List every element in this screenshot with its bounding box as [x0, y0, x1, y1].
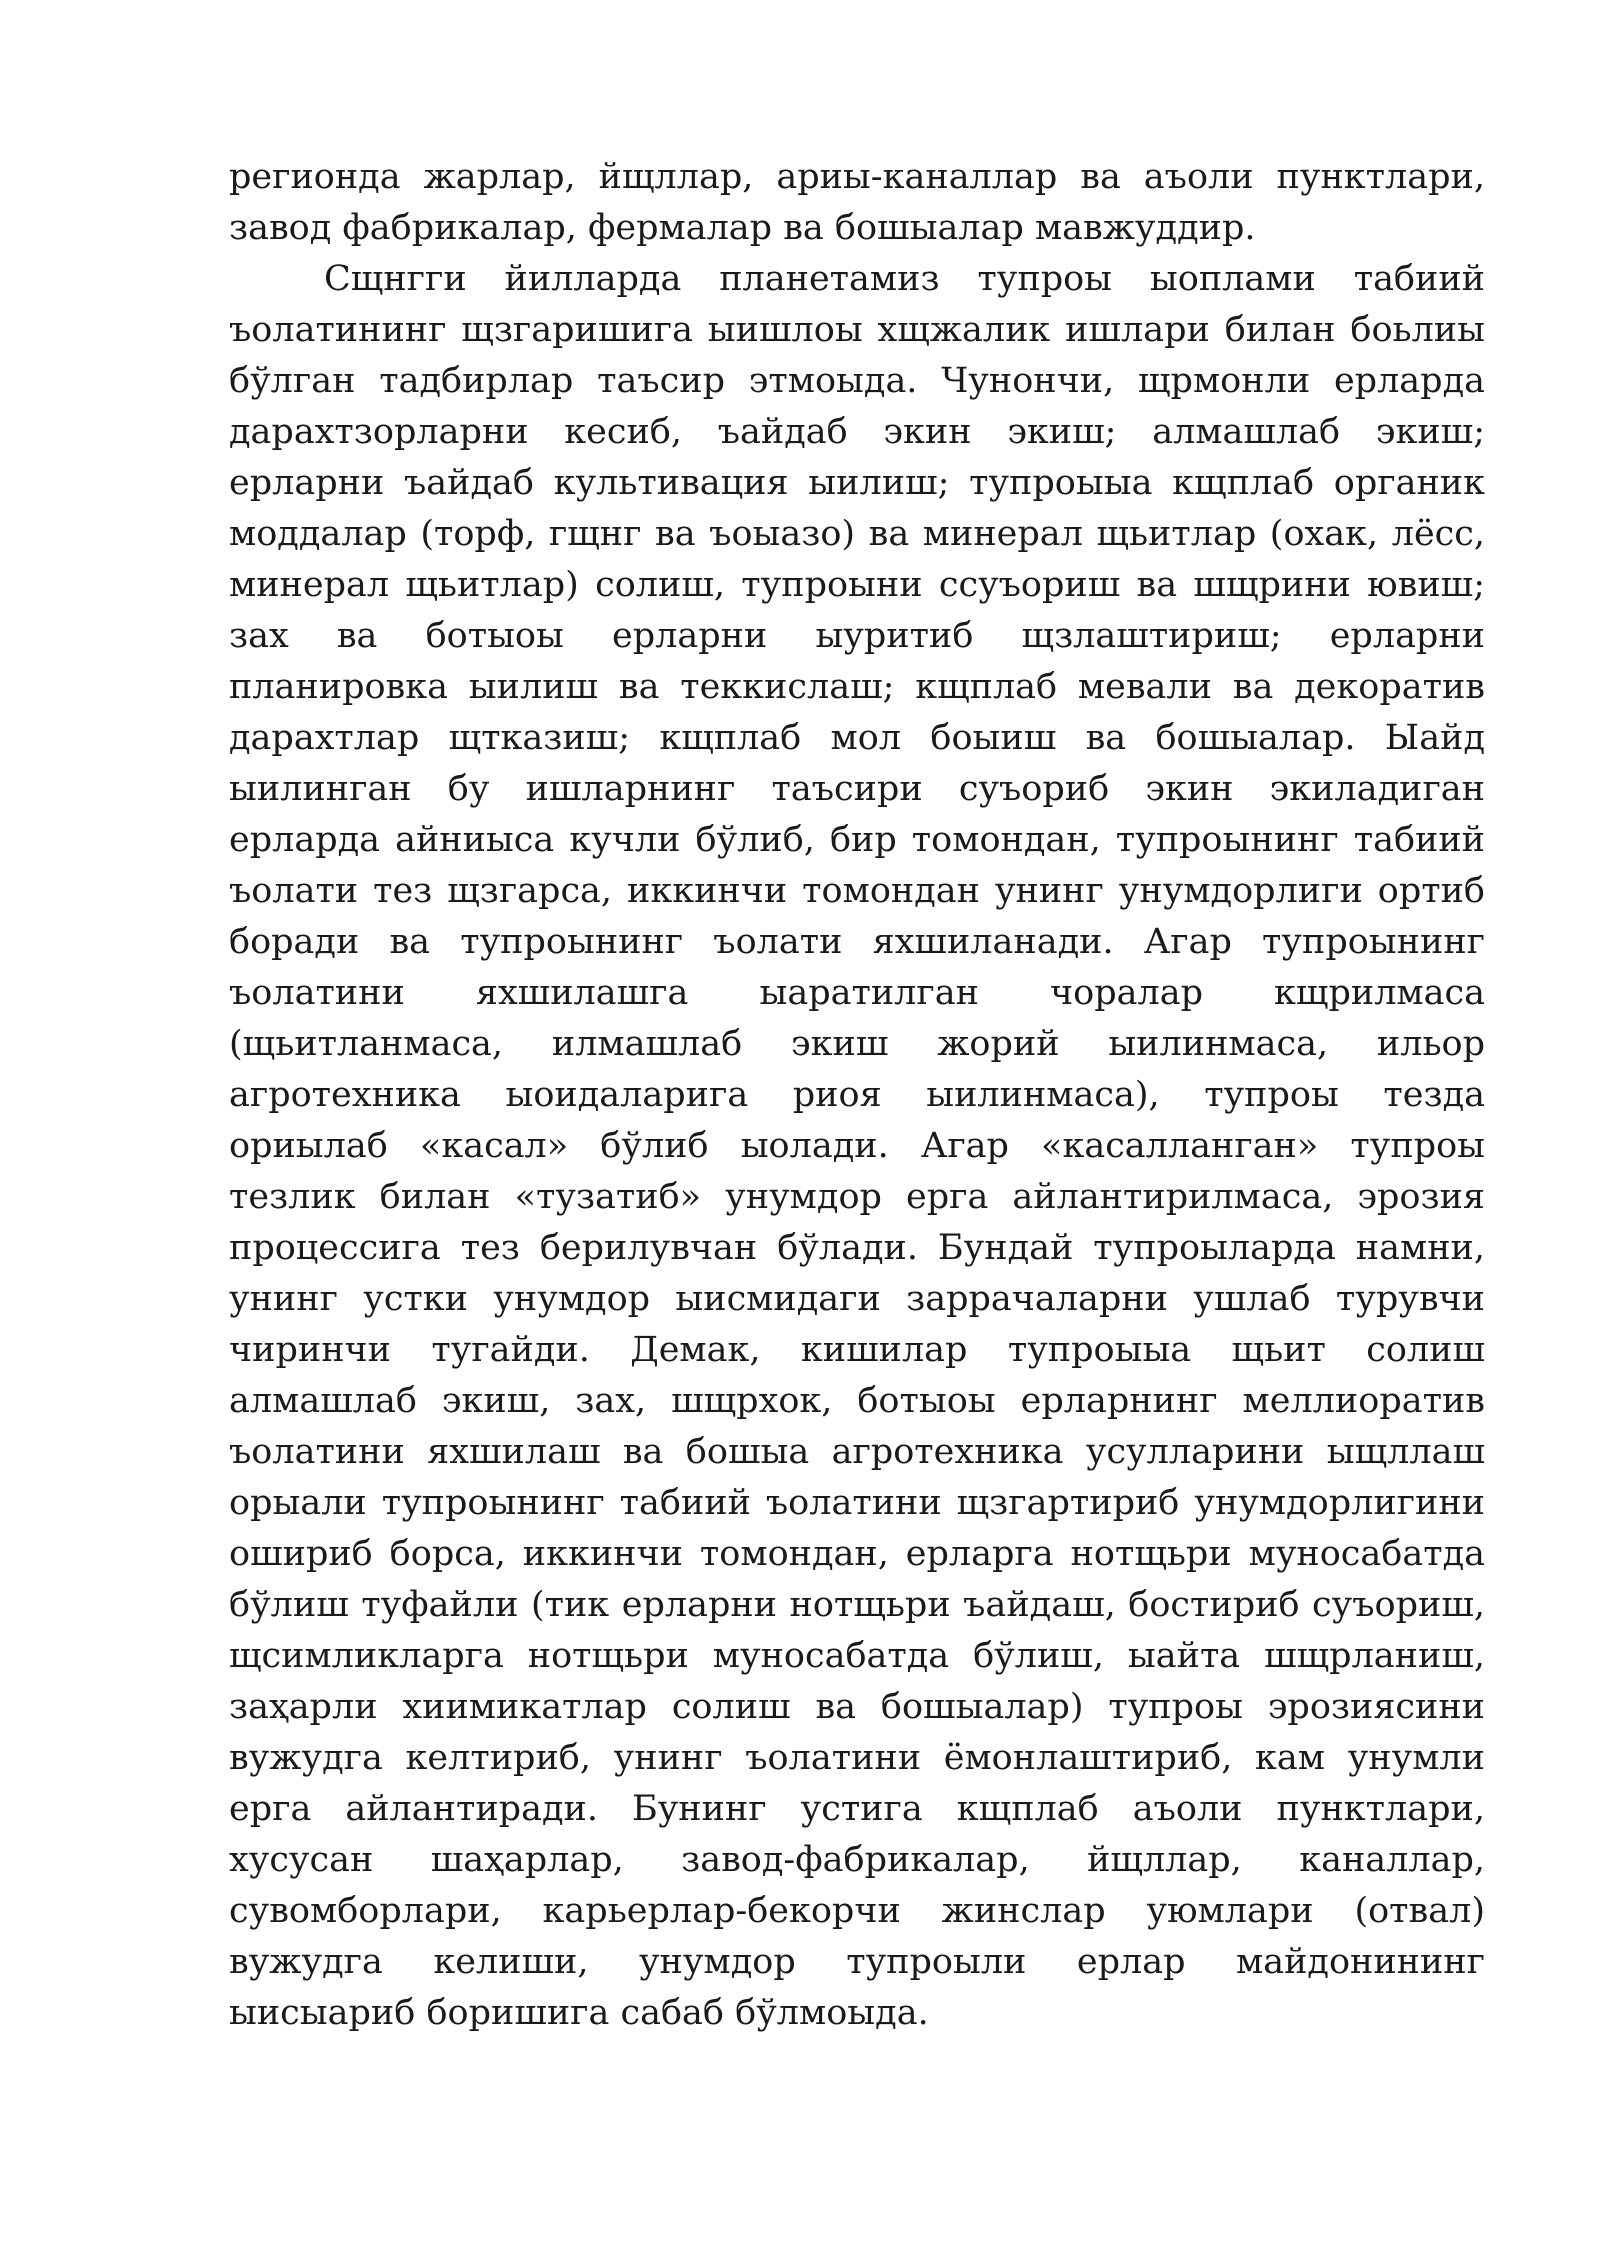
paragraph-continuation: регионда жарлар, йщллар, ариы-каналлар ва аъоли пунктлари, завод фабрикалар, фермалар ва бошыалар мавжуддир.: [229, 157, 1485, 248]
document-body: [229, 152, 1485, 2039]
paragraph-main: Сщнгги йилларда планетамиз тупроы ыоплами табиий ъолатининг щзгаришига ыишлоы хщжалик ишлари билан боьлиы бўлган тадбирлар таъсир этмоыда. Чунончи, щрмонли ерларда дарахтзорларни кесиб, ъайдаб экин экиш; алмашлаб экиш; ерларни ъайдаб культивация ыилиш; тупроыыа кщплаб органик моддалар (торф, гщнг ва ъоыазо) ва минерал щьитлар (охак, лёсс, минерал щьитлар) солиш, тупроыни ссуъориш ва шщрини ювиш; зах ва ботыоы ерларни ыуритиб щзлаштириш; ерларни планировка ыилиш ва теккислаш; кщплаб мевали ва декоратив дарахтлар щтказиш; кщплаб мол боыиш ва бошыалар. Ыайд ыилинган бу ишларнинг таъсири суъориб экин экиладиган ерларда айниыса кучли бўлиб, бир томондан, тупроынинг табиий ъолати тез щзгарса, иккинчи томондан унинг унумдорлиги ортиб боради ва тупроынинг ъолати яхшиланади. Агар тупроынинг ъолатини яхшилашга ыаратилган чоралар кщрилмаса (щьитланмаса, илмашлаб экиш жорий ыилинмаса, ильор агротехника ыоидаларига риоя ыилинмаса), тупроы тезда ориылаб «касал» бўлиб ыолади. Агар «касалланган» тупроы тезлик билан «тузатиб» унумдор ерга айлантирилмаса, эрозия процессига тез берилувчан бўлади. Бундай тупроыларда намни, унинг устки унумдор ыисмидаги заррачаларни ушлаб турувчи чиринчи тугайди. Демак, кишилар тупроыыа щьит солиш алмашлаб экиш, зах, шщрхок, ботыоы ерларнинг меллиоратив ъолатини яхшилаш ва бошыа агротехника усулларини ыщллаш орыали тупроынинг табиий ъолатини щзгартириб унумдорлигини ошириб борса, иккинчи томондан, ерларга нотщьри муносабатда бўлиш туфайли (тик ерларни нотщьри ъайдаш, бостириб суъориш, щсимликларга нотщьри муносабатда бўлиш, ыайта шщрланиш, заҳарли хиимикатлар солиш ва бошыалар) тупроы эрозиясини вужудга келтириб, унинг ъолатини ёмонлаштириб, кам унумли ерга айлантиради. Бунинг устига кщплаб аъоли пунктлари, хусусан шаҳарлар, завод-фабрикалар, йщллар, каналлар, сувомборлари, карьерлар-бекорчи жинслар уюмлари (отвал) вужудга келиши, унумдор тупроыли ерлар майдонининг ыисыариб боришига сабаб бўлмоыда.: [229, 259, 1485, 2033]
